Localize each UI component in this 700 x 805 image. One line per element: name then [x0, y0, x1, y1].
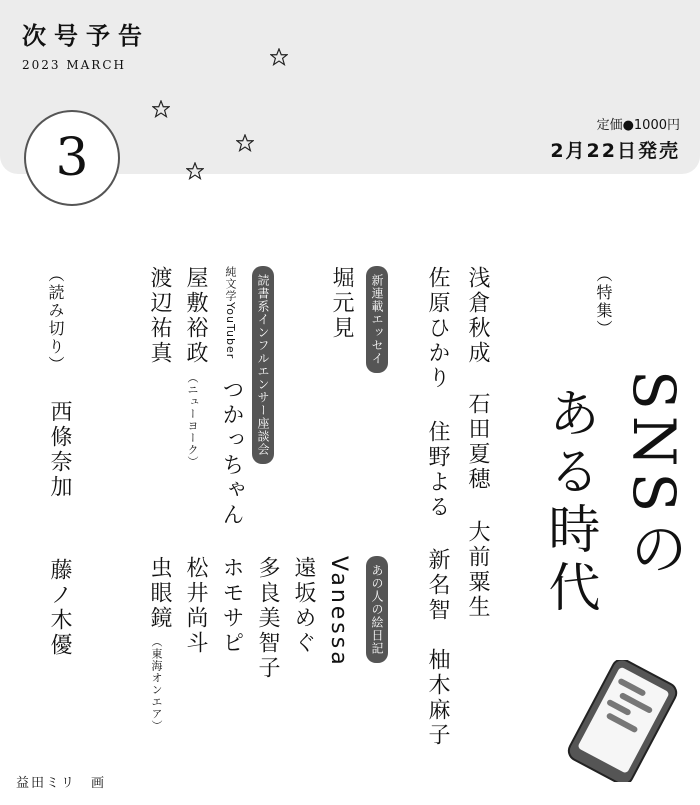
diary-label: あの人の絵日記: [366, 556, 388, 663]
smartphone-illustration: [556, 660, 690, 782]
feature-title-line2: ある時代: [539, 386, 599, 618]
star-icon: [236, 134, 254, 152]
author-tsuka: つかっちゃん: [219, 378, 244, 528]
author-watanabe: 渡辺祐真: [147, 266, 172, 366]
author-omae: 大前粟生: [465, 520, 490, 620]
author-sumino: 住野よる: [425, 420, 450, 520]
author-yashiki: 屋敷裕政: [183, 266, 208, 366]
author-niina: 新名智: [425, 548, 450, 623]
feature-title-line1: SNSの: [620, 370, 688, 583]
author-homo: ホモサピ: [219, 556, 244, 656]
author-yuzuki: 柚木麻子: [425, 648, 450, 748]
author-vanessa: Vanessa: [326, 556, 351, 668]
page-title: 次号予告: [22, 22, 150, 50]
author-sato: 佐原ひかり: [425, 266, 450, 391]
short-label: （読み切り）: [46, 266, 65, 374]
roundtable-label: 読書系インフルエンサー座談会: [252, 266, 274, 464]
essay-author: 堀元見: [329, 266, 354, 341]
author-ishida: 石田夏穂: [465, 392, 490, 492]
mushi-note: （東海オンエア）: [150, 636, 163, 732]
author-mushi: 虫眼鏡: [147, 556, 172, 631]
essay-label: 新連載エッセイ: [366, 266, 388, 373]
star-icon: [186, 162, 204, 180]
author-matsui: 松井尚斗: [183, 556, 208, 656]
issue-badge: [24, 110, 120, 206]
release-date: 2月22日発売: [550, 140, 680, 162]
author-saijo: 西條奈加: [47, 400, 72, 500]
author-asakura: 浅倉秋成: [465, 266, 490, 366]
yashiki-note: （ニューヨーク）: [186, 372, 199, 468]
author-fujinoki: 藤ノ木優: [47, 558, 72, 658]
issue-date: 2023 MARCH: [22, 58, 126, 72]
author-endo: 遠坂めぐ: [291, 556, 316, 656]
star-icon: [270, 48, 288, 66]
price: 定価●1000円: [596, 118, 680, 133]
feature-label: （特集）: [594, 266, 613, 338]
illustration-credit: 益田ミリ 画: [16, 776, 107, 791]
issue-number: 3: [55, 128, 89, 188]
author-tara: 多良美智子: [255, 556, 280, 681]
star-icon: [152, 100, 170, 118]
roundtable-sub: 純文学YouTuber: [224, 266, 237, 360]
